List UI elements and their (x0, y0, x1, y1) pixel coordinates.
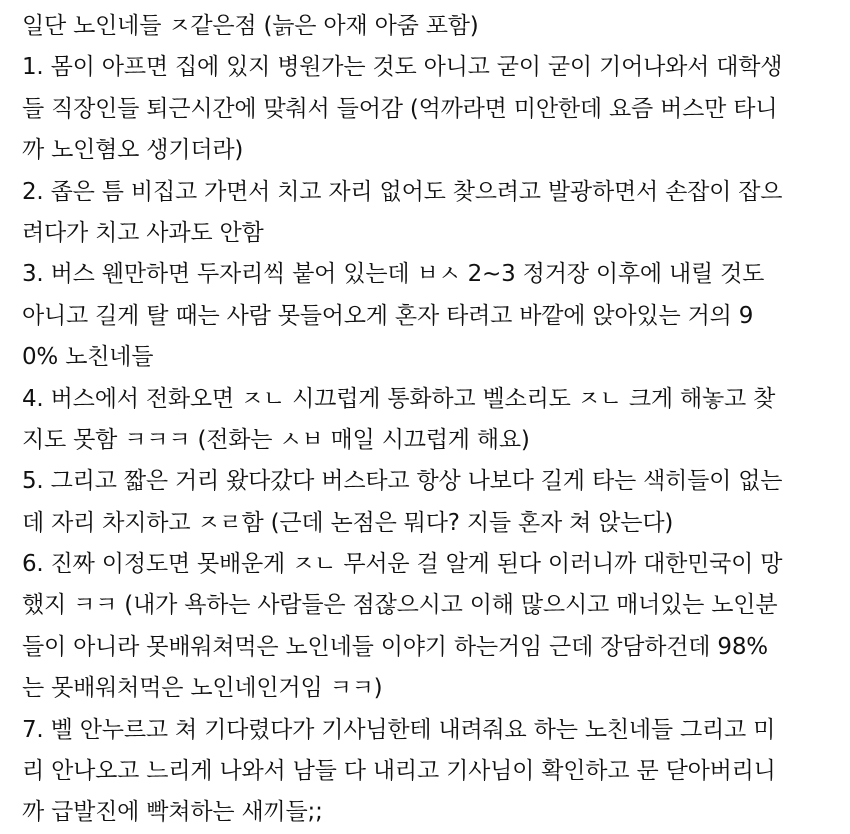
post-line: 는 못배워처먹은 노인네인거임 ㅋㅋ) (22, 675, 383, 702)
post-line: 데 자리 차지하고 ㅈㄹ함 (근데 논점은 뭐다? 지들 혼자 쳐 앉는다) (22, 509, 674, 536)
post-line: 까 노인혐오 생기더라) (22, 137, 244, 164)
post-line: 아니고 길게 탈 때는 사람 못들어오게 혼자 타려고 바깥에 앉아있는 거의 9 (22, 302, 754, 329)
post-line: 려다가 치고 사과도 안함 (22, 219, 264, 246)
post-line: 했지 ㅋㅋ (내가 욕하는 사람들은 점잖으시고 이해 많으시고 매너있는 노인분 (22, 592, 778, 619)
post-line: 까 급발진에 빡쳐하는 새끼들;; (22, 799, 323, 826)
post-line: 3. 버스 웬만하면 두자리씩 붙어 있는데 ㅂㅅ 2~3 정거장 이후에 내릴 것도 (22, 261, 765, 288)
post-line: 0% 노친네들 (22, 344, 154, 371)
post-line: 5. 그리고 짧은 거리 왔다갔다 버스타고 항상 나보다 길게 타는 색히들이 없는 (22, 468, 783, 495)
post-line: 일단 노인네들 ㅈ같은점 (늙은 아재 아줌 포함) (22, 13, 479, 39)
post-line: 2. 좁은 틈 비집고 가면서 치고 자리 없어도 찾으려고 발광하면서 손잡이 잡으 (22, 178, 783, 205)
post-line: 7. 벨 안누르고 쳐 기다렸다가 기사님한테 내려줘요 하는 노친네들 그리고 미 (22, 716, 776, 743)
post-line: 리 안나오고 느리게 나와서 남들 다 내리고 기사님이 확인하고 문 닫아버리니 (22, 758, 776, 785)
post-line: 지도 못함 ㅋㅋㅋ (전화는 ㅅㅂ 매일 시끄럽게 해요) (22, 426, 530, 453)
post-line: 6. 진짜 이정도면 못배운게 ㅈㄴ 무서운 걸 알게 된다 이러니까 대한민국이 망 (22, 551, 783, 578)
post-line: 들 직장인들 퇴근시간에 맞춰서 들어감 (억까라면 미안한데 요즘 버스만 타니 (22, 95, 778, 122)
post-line: 들이 아니라 못배워쳐먹은 노인네들 이야기 하는거임 근데 장담하건데 98% (22, 633, 768, 660)
post-line: 4. 버스에서 전화오면 ㅈㄴ 시끄럽게 통화하고 벨소리도 ㅈㄴ 크게 해놓고 찾 (22, 385, 776, 412)
post-line: 1. 몸이 아프면 집에 있지 병원가는 것도 아니고 굳이 굳이 기어나와서 대학생 (22, 54, 783, 81)
